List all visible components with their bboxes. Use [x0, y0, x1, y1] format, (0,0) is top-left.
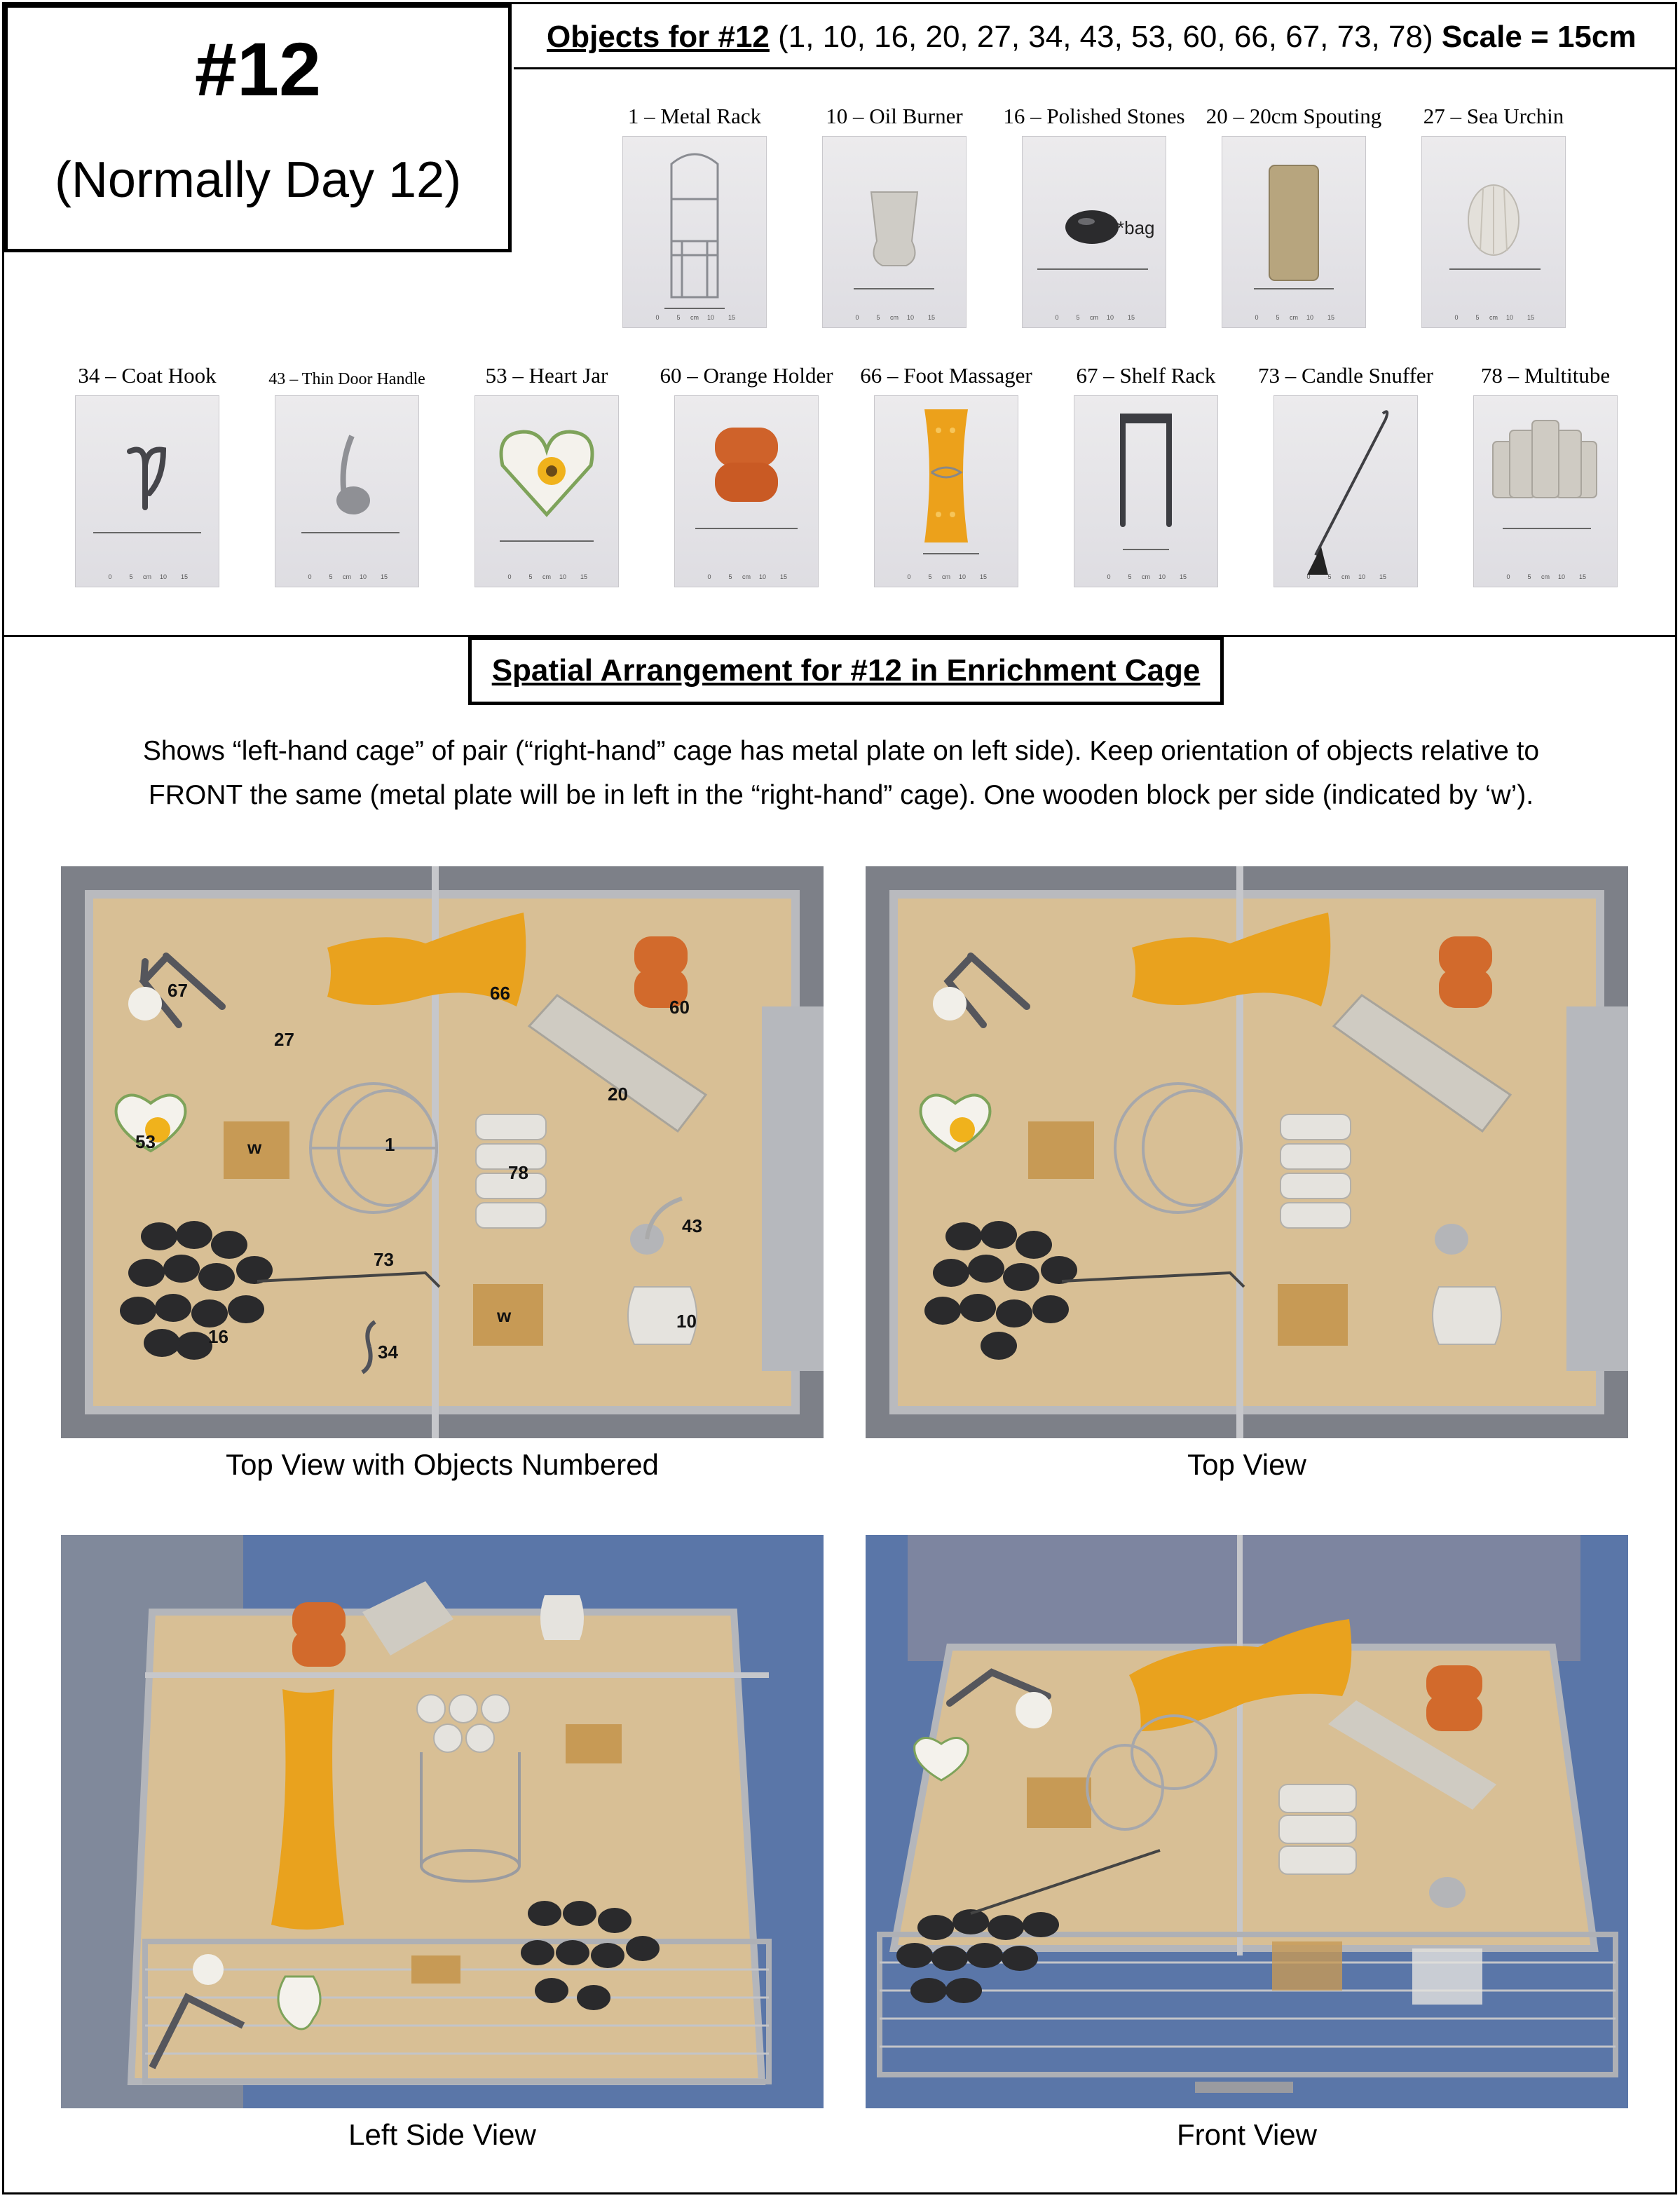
scale-tick-label: 15 [728, 314, 736, 321]
page-subtitle: (Normally Day 12) [54, 152, 462, 208]
scale-tick-label: 10 [559, 573, 567, 580]
description-line: Shows “left-hand cage” of pair (“right-hand” cage has metal plate on left side). Keep orientation of objects relative to [142, 736, 1540, 766]
label-66: 66 [490, 983, 510, 1004]
scale-tick-label: 15 [1578, 573, 1587, 580]
scale-ticks [308, 573, 388, 580]
scale-tick-label: 5 [928, 573, 932, 580]
scale-tick-label: 5 [528, 573, 533, 580]
scale-tick-label: 15 [927, 314, 936, 321]
caption-top-view-numbered: Top View with Objects Numbered [226, 1448, 659, 1481]
scale-tick-label: cm [1341, 573, 1350, 580]
label-78: 78 [508, 1162, 528, 1183]
scale-tick-label: 0 [1055, 314, 1059, 321]
label-27: 27 [274, 1029, 294, 1050]
scale-tick-label: 0 [1306, 573, 1311, 580]
object-label: 10 – Oil Burner [826, 104, 963, 128]
scale-tick-label: 10 [1306, 314, 1314, 321]
scale-tick-label: 10 [359, 573, 367, 580]
scale-tick-label: 5 [329, 573, 333, 580]
scale-tick-label: 5 [1076, 314, 1080, 321]
object-label: 20 – 20cm Spouting [1206, 104, 1382, 128]
polished-stones-icon [1022, 136, 1166, 328]
object-label: 78 – Multitube [1480, 363, 1611, 388]
top-view-photo [866, 866, 1628, 1438]
caption-left-side-view: Left Side View [348, 2118, 536, 2151]
label-w-2: w [497, 1305, 512, 1326]
label-53: 53 [135, 1131, 156, 1152]
oil-burner-icon [822, 136, 967, 328]
scale-ticks [707, 573, 787, 580]
scale-tick-label: 0 [907, 573, 911, 580]
arrangement-description [63, 729, 1619, 817]
label-16: 16 [208, 1326, 228, 1347]
spouting-icon [1222, 136, 1366, 328]
coat-hook-icon [75, 395, 219, 587]
heading-rule [514, 67, 1677, 69]
scale-tick-label: 15 [1179, 573, 1187, 580]
scale-ticks [108, 573, 188, 580]
label-34: 34 [378, 1342, 398, 1363]
scale-tick-label: 5 [676, 314, 681, 321]
label-20: 20 [608, 1084, 628, 1105]
scale-tick-label: 10 [1106, 314, 1114, 321]
label-73: 73 [374, 1249, 394, 1270]
orange-holder-icon [674, 395, 819, 587]
metal-rack-icon [622, 136, 767, 328]
scale-tick-label: 5 [1527, 573, 1531, 580]
title-box [4, 4, 512, 252]
front-view-photo [866, 1535, 1628, 2108]
sea-urchin-icon [1421, 136, 1566, 328]
scale-tick-label: 0 [507, 573, 512, 580]
scale-tick-label: cm [742, 573, 751, 580]
scale-tick-label: cm [942, 573, 950, 580]
arrangement-title-box [468, 636, 1224, 705]
object-label: 27 – Sea Urchin [1423, 104, 1564, 128]
objects-heading-scale: Scale = 15cm [1433, 20, 1637, 54]
page-title: #12 [194, 27, 322, 111]
scale-tick-label: cm [343, 573, 351, 580]
scale-tick-label: 5 [1327, 573, 1332, 580]
scale-tick-label: 5 [1128, 573, 1132, 580]
scale-tick-label: 5 [1475, 314, 1480, 321]
scale-tick-label: 15 [1327, 314, 1335, 321]
scale-ticks [507, 573, 587, 580]
scale-tick-label: 5 [876, 314, 880, 321]
left-side-view-photo [61, 1535, 824, 2108]
scale-tick-label: 10 [906, 314, 915, 321]
scale-tick-label: cm [542, 573, 551, 580]
scale-ticks [1055, 314, 1135, 321]
scale-ticks [655, 314, 735, 321]
label-60: 60 [669, 997, 690, 1018]
object-label: 60 – Orange Holder [660, 363, 833, 388]
stone-note: *bag [1117, 217, 1155, 238]
scale-tick-label: 0 [855, 314, 859, 321]
caption-front-view: Front View [1177, 2118, 1317, 2151]
scale-tick-label: cm [1290, 314, 1298, 321]
objects-heading-list: (1, 10, 16, 20, 27, 34, 43, 53, 60, 66, 67, 73, 78) [769, 20, 1433, 54]
scale-tick-label: cm [1142, 573, 1150, 580]
scale-tick-label: cm [1541, 573, 1550, 580]
object-label: 1 – Metal Rack [627, 104, 762, 128]
scale-tick-label: 15 [380, 573, 388, 580]
scale-tick-label: 0 [308, 573, 312, 580]
scale-tick-label: 15 [779, 573, 788, 580]
scale-tick-label: 5 [129, 573, 133, 580]
scale-tick-label: 0 [1506, 573, 1510, 580]
scale-tick-label: 15 [1379, 573, 1387, 580]
scale-tick-label: 10 [758, 573, 767, 580]
scale-tick-label: 15 [180, 573, 189, 580]
scale-ticks [1255, 314, 1334, 321]
scale-tick-label: 0 [108, 573, 112, 580]
object-label: 53 – Heart Jar [485, 363, 608, 388]
scale-tick-label: 15 [979, 573, 988, 580]
scale-tick-label: 0 [1454, 314, 1459, 321]
object-label: 67 – Shelf Rack [1076, 363, 1216, 388]
object-label: 34 – Coat Hook [78, 363, 217, 388]
candle-snuffer-icon [1273, 395, 1418, 587]
scale-tick-label: 15 [1527, 314, 1535, 321]
scale-tick-label: 10 [1505, 314, 1514, 321]
arrangement-title: Spatial Arrangement for #12 in Enrichment Cage [491, 653, 1201, 688]
scale-tick-label: 15 [1127, 314, 1135, 321]
scale-tick-label: 10 [706, 314, 715, 321]
scale-ticks [855, 314, 935, 321]
scale-tick-label: cm [890, 314, 899, 321]
scale-tick-label: 5 [728, 573, 732, 580]
label-1: 1 [385, 1134, 395, 1155]
scale-ticks [1506, 573, 1586, 580]
scale-tick-label: cm [143, 573, 151, 580]
shelf-rack-icon [1074, 395, 1218, 587]
scale-tick-label: 10 [958, 573, 967, 580]
scale-tick-label: 0 [1255, 314, 1259, 321]
foot-massager-icon [874, 395, 1018, 587]
scale-tick-label: cm [690, 314, 699, 321]
scale-ticks [1454, 314, 1534, 321]
scale-tick-label: 10 [159, 573, 168, 580]
scale-tick-label: 10 [1358, 573, 1366, 580]
label-w-1: w [247, 1137, 262, 1158]
scale-tick-label: 10 [1557, 573, 1566, 580]
object-label: 16 – Polished Stones [1003, 104, 1185, 128]
door-handle-icon [275, 395, 419, 587]
objects-heading [547, 20, 1636, 55]
description-line: FRONT the same (metal plate will be in left in the “right-hand” cage). One wooden block per side (indicated by ‘w’). [148, 780, 1534, 810]
objects-heading-label: Objects for #12 [547, 20, 770, 54]
scale-tick-label: cm [1090, 314, 1098, 321]
top-view-numbered-photo [61, 866, 824, 1438]
scale-ticks [1107, 573, 1187, 580]
label-10: 10 [676, 1311, 697, 1332]
scale-tick-label: 0 [655, 314, 660, 321]
scale-ticks [907, 573, 987, 580]
scale-tick-label: 10 [1158, 573, 1166, 580]
object-label: 43 – Thin Door Handle [268, 370, 425, 388]
scale-tick-label: 0 [1107, 573, 1111, 580]
scale-tick-label: cm [1489, 314, 1498, 321]
object-label: 73 – Candle Snuffer [1258, 363, 1433, 388]
label-43: 43 [682, 1215, 702, 1236]
scale-tick-label: 15 [580, 573, 588, 580]
heart-jar-icon [474, 395, 619, 587]
scale-tick-label: 0 [707, 573, 711, 580]
caption-top-view: Top View [1187, 1448, 1306, 1481]
multitube-icon [1473, 395, 1618, 587]
object-label: 66 – Foot Massager [860, 363, 1032, 388]
label-67: 67 [168, 980, 188, 1001]
scale-tick-label: 5 [1276, 314, 1280, 321]
